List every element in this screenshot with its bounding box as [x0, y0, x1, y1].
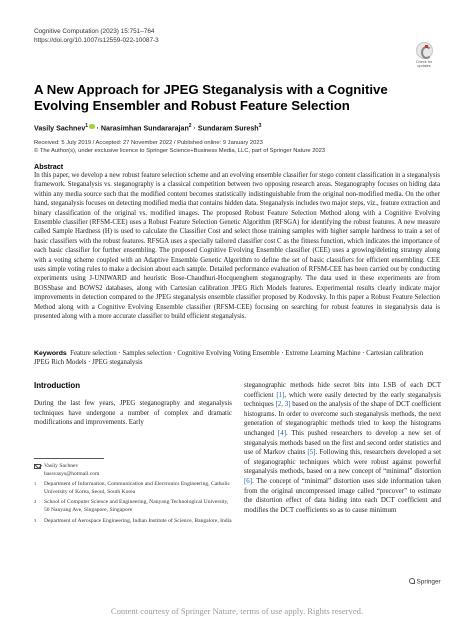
author-affiliation-mark: 3	[258, 123, 262, 129]
introduction-heading: Introduction	[34, 381, 81, 390]
submission-history: Received: 5 July 2019 / Accepted: 27 November 2022 / Published online: 9 January 2023	[34, 140, 263, 146]
author-name[interactable]: Sundaram Suresh	[197, 124, 259, 133]
corresponding-author	[34, 463, 232, 478]
body-text: . The concept of “minimal” distortion uses side information taken from the original uncompressed image called “precover” to estimate the distortion effect of data hiding into each DCT coefficient and modifies the DCT coefficients so as to cause minimum	[244, 476, 441, 514]
keywords-label: Keywords	[34, 350, 67, 357]
article-title: A New Approach for JPEG Steganalysis with a Cognitive Evolving Ensembler and Robust Feature Selection	[34, 82, 388, 114]
keywords	[34, 349, 440, 368]
keywords-list: Feature selection · Samples selection · Cognitive Evolving Voting Ensemble · Extreme Learning Machine · Cartesian calibration JPEG Rich Models · JPEG steganalysis	[34, 350, 424, 367]
affiliation-mark: 2	[34, 499, 37, 505]
citation-link[interactable]: [2, 3]	[275, 400, 291, 409]
affiliation-text: Department of Information, Communication and Electronics Engineering, Catholic University of Korea, Seoul, South Korea	[44, 481, 230, 495]
check-for-updates-button[interactable]	[409, 42, 439, 69]
body-text: , which were easily detected by the early steganalysis techniques	[244, 390, 441, 409]
body-text: . This pushed researchers to develop a new set of steganalysis methods based on the first and second order statistics and use of Markov chains	[244, 428, 441, 457]
journal-citation: Cognitive Computation (2023) 15:751–764	[34, 28, 155, 35]
affiliations	[34, 463, 232, 528]
affiliation-item	[34, 518, 232, 526]
footnote-divider	[34, 458, 104, 459]
springer-horse-icon	[409, 578, 415, 584]
publication-dates	[34, 140, 325, 156]
affiliation-mark: 1	[34, 481, 37, 487]
citation-link[interactable]: [6]	[244, 476, 253, 485]
mail-icon	[34, 464, 41, 469]
body-text: based on the analysis of the shape of DCT coefficient histograms. In order to overcome such steganalysis methods, the next generation of steganographic methods tried to keep the histograms unchanged	[244, 400, 441, 437]
author-affiliation-mark: 2	[188, 123, 192, 129]
corresponding-name: Vasily Sachnev	[44, 463, 79, 469]
author-affiliation-mark: 1	[85, 123, 89, 129]
introduction-continued-text	[244, 381, 441, 515]
corresponding-email[interactable]: bassvasys@hotmail.com	[44, 470, 100, 477]
author-name[interactable]: Narasimhan Sundararajan	[100, 124, 189, 133]
affiliation-item	[34, 499, 232, 514]
copyright-notice: © The Author(s), under exclusive licence to Springer Science+Business Media, LLC, part of Springer Nature 2023	[34, 147, 326, 154]
abstract-heading: Abstract	[34, 162, 64, 171]
affiliation-mark: 3	[34, 517, 37, 523]
citation-link[interactable]: [5]	[307, 448, 316, 457]
check-updates-label-1: Check for	[415, 60, 433, 64]
check-for-updates-icon	[416, 42, 433, 59]
publisher-name: Springer	[416, 578, 441, 586]
affiliation-text: School of Computer Science and Engineering, Nanyang Technological University, 50 Nanyang Ave, Singapore, Singapore	[44, 499, 229, 513]
body-text: steganographic methods hide secret bits into LSB of each DCT coefficient	[244, 381, 441, 399]
body-text: . Following this, researchers developed a set of steganographic techniques which were robust against powerful steganalysis methods, based on a new concept of “minimal” distortion	[244, 448, 441, 476]
affiliation-text: Department of Aerospace Engineering, Indian Institute of Science, Bangalore, India	[44, 517, 232, 524]
check-updates-label-2: updates	[417, 64, 431, 69]
orcid-icon[interactable]	[89, 124, 95, 130]
affiliation-item	[34, 481, 232, 496]
author-list: Vasily Sachnev$^1$ · Narasimhan Sundararajan$^2$ · Sundaram Suresh$^3$	[34, 123, 262, 133]
journal-header	[34, 28, 159, 45]
citation-link[interactable]: [4]	[277, 428, 287, 437]
doi-link[interactable]: https://doi.org/10.1007/s12559-022-10087-3	[34, 36, 159, 44]
courtesy-footer: Content courtesy of Springer Nature, terms of use apply. Rights reserved.	[110, 606, 364, 616]
introduction-text: During the last few years, JPEG steganography and steganalysis techniques have undergone a number of complex and dramatic modifications and improvements. Early	[34, 399, 232, 427]
citation-link[interactable]: [1]	[276, 390, 285, 399]
author-name[interactable]: Vasily Sachnev	[34, 124, 86, 133]
abstract-text: In this paper, we develop a new robust feature selection scheme and an evolving ensemble classifier for stego content classification in a steganalysis framework. Steganalysis vs. steganography is a classical competition between two opposing research areas. Steganography focuses on hiding data within any media source such that the modified content becomes statistically indistinguishable from the original non-modified media. On the other hand, steganalysis focuses on detecting modified media that contains hidden data. Steganalysis includes two major steps, viz., feature extraction and binary classification of the original vs. modified images. The proposed Robust Feature Selection Method along with a Cognitive Evolving Ensemble classifier (RFSM-CEE) uses a Robust Feature Selection Genetic Algorithm (RFSGA) for identifying the robust features. A new measure called Sample Hardness (H) is used to calculate the Classifier Cost and select those training samples with higher sample hardness to train a set of basic classifiers with the robust features. RFSGA uses a specially tailored classifier cost C as the fitness function, which indicates the importance of each basic classifier for further ensembling. The proposed Cognitive Evolving Ensemble classifier (CEE) uses a growing/deleting strategy along with a voting scheme coupled with an Adaptive Ensemble Genetic Algorithm to define the set of basic classifiers for efficient ensembling. CEE uses simple voting rules to make a decision about each sample. Detailed performance evaluation of RFSM-CEE has been carried out by conducting experiments using J-UNIWARD and heuristic Bose-Chaudhuri-Hocquenghem steganography. The data used in these experiments are from BOSSbase and BOWS2 databases, along with Cartesian calibration JPEG Rich Models features. Experimental results clearly indicate major improvements in detection compared to the JPEG steganalysis ensemble classifier proposed by Kodovsky. In this paper a Robust Feature Selection Method along with a Cognitive Evolving Ensemble classifier (RFSM-CEE) focusing on searching for robust features in steganalysis data is presented along with a more accurate classifier to build efficient steganalysis.	[34, 172, 440, 321]
publisher-logo	[409, 578, 441, 586]
